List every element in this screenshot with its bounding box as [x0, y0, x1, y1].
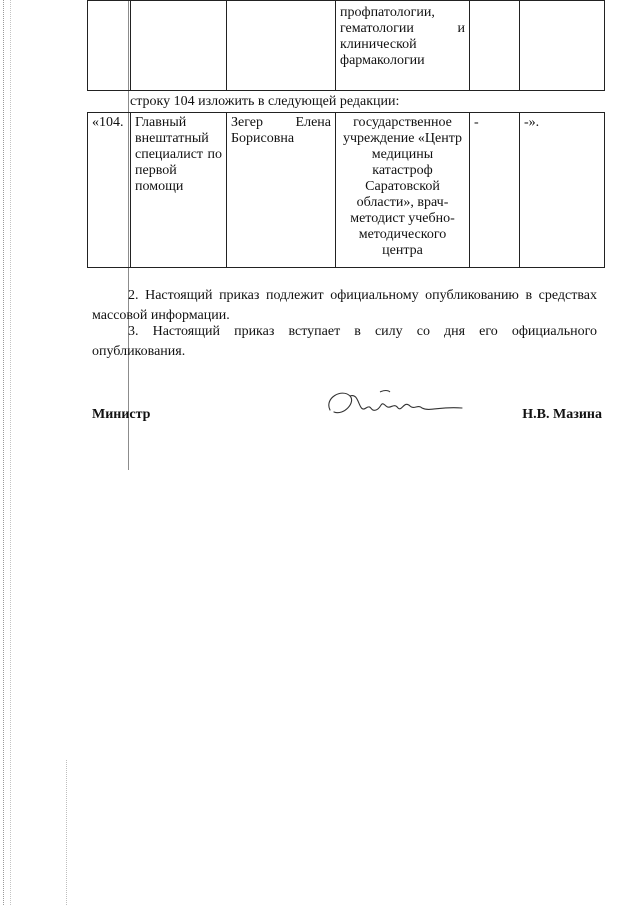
- paragraph-2: 2. Настоящий приказ подлежит официальному опубликованию в средствах массовой информации.: [92, 288, 597, 323]
- table-cell: [131, 1, 227, 91]
- position-cell: Главный внештатный специалист по первой помощи: [131, 113, 227, 268]
- person-cell: Зегер Елена Борисовна: [227, 113, 336, 268]
- paragraph-3: 3. Настоящий приказ вступает в силу со дня его официального опубликования.: [92, 324, 597, 359]
- table-row: [88, 113, 605, 268]
- amendment-intro: строку 104 изложить в следующей редакции:: [130, 94, 400, 109]
- handwritten-signature: [320, 380, 470, 430]
- row-number: «104.: [88, 113, 131, 268]
- scan-artifact-line: [66, 760, 67, 905]
- organization-cell: государственное учреждение «Центр медицины катастроф Саратовской области», врач-методист учебно-методического центра: [336, 113, 470, 268]
- table-cell: -: [470, 113, 520, 268]
- scan-artifact-line: [10, 0, 11, 905]
- table-cell: [227, 1, 336, 91]
- table-cell: [470, 1, 520, 91]
- specialists-table-continued: [87, 0, 605, 91]
- signatory-name: Н.В. Мазина: [522, 407, 602, 422]
- row-104-table: [87, 112, 605, 268]
- scan-artifact-line: [3, 0, 4, 905]
- table-row: [88, 1, 605, 91]
- table-cell: -».: [520, 113, 605, 268]
- table-cell: [88, 1, 131, 91]
- table-cell: [520, 1, 605, 91]
- signatory-role: Министр: [92, 407, 151, 422]
- table-cell-organization: профпатологии, гематологии и клинической фармакологии: [336, 1, 470, 91]
